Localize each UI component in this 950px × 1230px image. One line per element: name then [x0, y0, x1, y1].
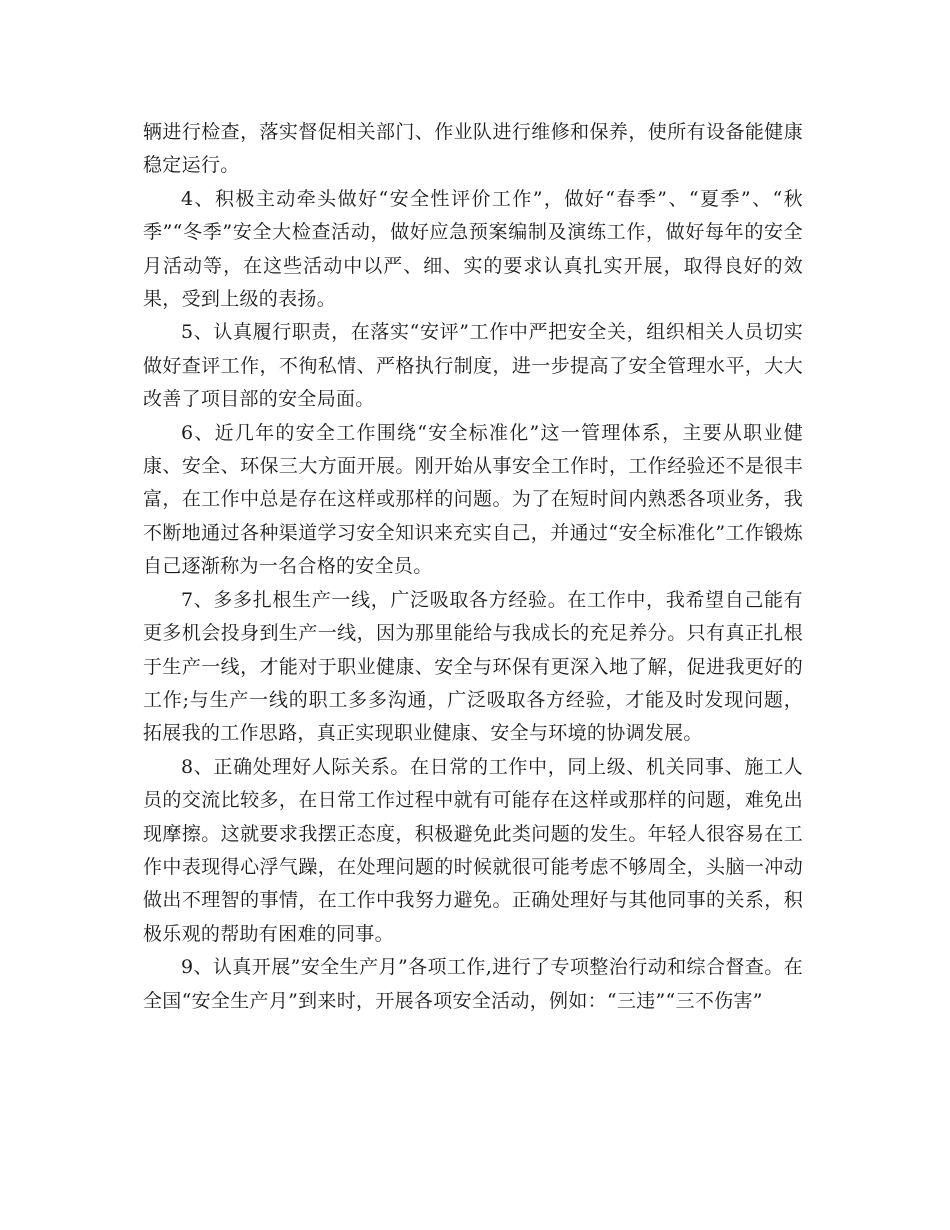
paragraph-item-5: 5、认真履行职责，在落实“安评”工作中严把安全关，组织相关人员切实做好查评工作，不徇私情、严格执行制度，进一步提高了安全管理水平，大大改善了项目部的安全局面。 — [143, 321, 803, 411]
paragraph-continuation: 辆进行检查，落实督促相关部门、作业队进行维修和保养，使所有设备能健康稳定运行。 — [143, 121, 803, 177]
paragraph-item-4: 4、积极主动牵头做好“安全性评价工作”，做好“春季”、“夏季”、“秋季”“冬季”安全大检查活动，做好应急预案编制及演练工作，做好每年的安全月活动等，在这些活动中以严、细、实的要求认真扎实开展，取得良好的效果，受到上级的表扬。 — [143, 187, 803, 311]
paragraph-item-7: 7、多多扎根生产一线，广泛吸取各方经验。在工作中，我希望自己能有更多机会投身到生产一线，因为那里能给与我成长的充足养分。只有真正扎根于生产一线，才能对于职业健康、安全与环保有更深入地了解，促进我更好的工作;与生产一线的职工多多沟通，广泛吸取各方经验，才能及时发现问题，拓展我的工作思路，真正实现职业健康、安全与环境的协调发展。 — [143, 588, 803, 745]
paragraph-item-6: 6、近几年的安全工作围绕“安全标准化”这一管理体系，主要从职业健康、安全、环保三大方面开展。刚开始从事安全工作时，工作经验还不是很丰富，在工作中总是存在这样或那样的问题。为了在短时间内熟悉各项业务，我不断地通过各种渠道学习安全知识来充实自己，并通过“安全标准化”工作锻炼自己逐渐称为一名合格的安全员。 — [143, 421, 803, 578]
paragraph-item-9: 9、认真开展”安全生产月”各项工作,进行了专项整治行动和综合督查。在全国“安全生产月”到来时，开展各项安全活动，例如：“三违”“三不伤害” — [143, 956, 803, 1012]
document-body — [143, 116, 803, 1018]
paragraph-item-8: 8、正确处理好人际关系。在日常的工作中，同上级、机关同事、施工人员的交流比较多，在日常工作过程中就有可能存在这样或那样的问题，难免出现摩擦。这就要求我摆正态度，积极避免此类问题的发生。年轻人很容易在工作中表现得心浮气躁，在处理问题的时候就很可能考虑不够周全，头脑一冲动做出不理智的事情，在工作中我努力避免。正确处理好与其他同事的关系，积极乐观的帮助有困难的同事。 — [143, 755, 803, 945]
